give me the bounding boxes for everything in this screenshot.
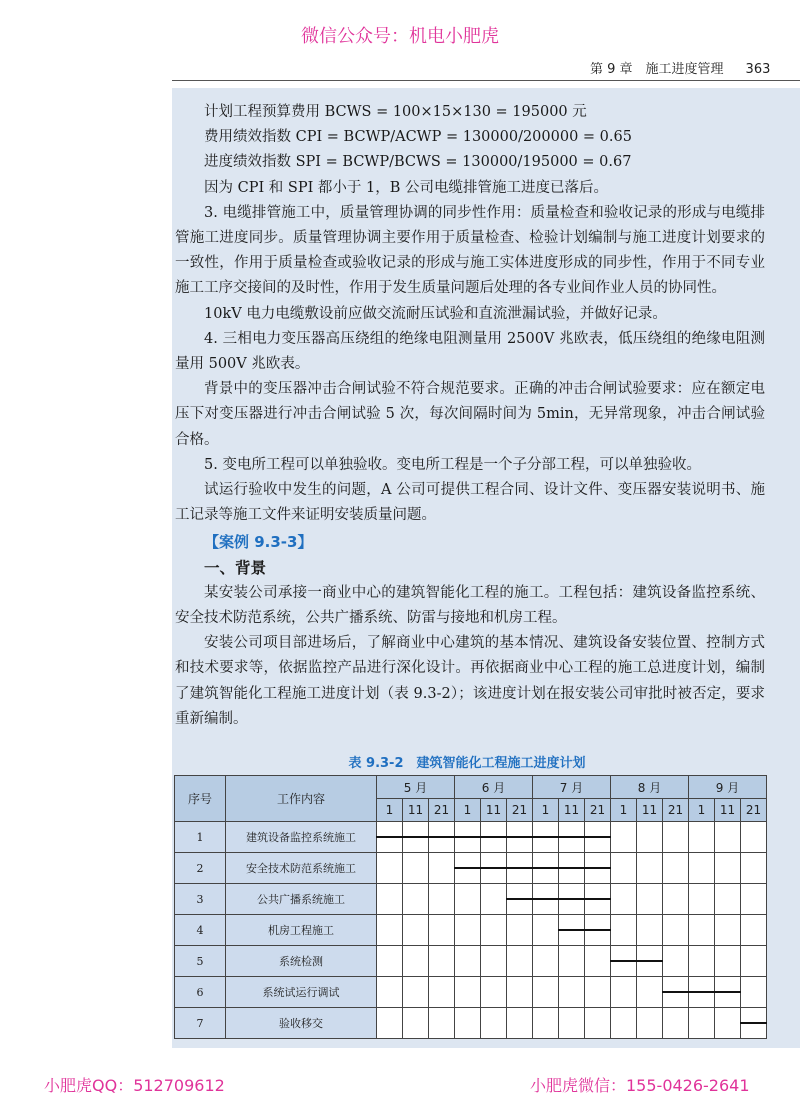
schedule-cell — [559, 1008, 585, 1039]
gantt-bar — [506, 898, 533, 900]
schedule-cell — [637, 822, 663, 853]
table-row — [175, 977, 767, 1008]
schedule-cell — [559, 853, 585, 884]
schedule-cell — [637, 946, 663, 977]
schedule-cell — [663, 853, 689, 884]
schedule-cell — [377, 1008, 403, 1039]
gantt-bar — [636, 960, 663, 962]
schedule-cell — [741, 915, 767, 946]
gantt-bar — [376, 836, 403, 838]
table-row — [175, 915, 767, 946]
schedule-cell — [533, 946, 559, 977]
schedule-cell — [429, 915, 455, 946]
watermark-bottom-left: 小肥虎QQ：512709612 — [44, 1076, 225, 1095]
schedule-cell — [585, 946, 611, 977]
month-header: 5 月 — [377, 776, 455, 799]
gantt-bar — [558, 867, 585, 869]
schedule-cell — [533, 977, 559, 1008]
schedule-cell — [429, 1008, 455, 1039]
schedule-cell — [741, 884, 767, 915]
schedule-cell — [507, 946, 533, 977]
schedule-cell — [533, 915, 559, 946]
gantt-bar — [662, 991, 689, 993]
gantt-bar — [506, 867, 533, 869]
schedule-cell — [611, 915, 637, 946]
schedule-cell — [455, 977, 481, 1008]
gantt-bar — [714, 991, 741, 993]
schedule-cell — [533, 1008, 559, 1039]
schedule-cell — [611, 822, 637, 853]
month-header: 7 月 — [533, 776, 611, 799]
schedule-cell — [637, 853, 663, 884]
gantt-bar — [506, 836, 533, 838]
schedule-cell — [611, 853, 637, 884]
schedule-cell — [481, 884, 507, 915]
schedule-cell — [715, 946, 741, 977]
schedule-cell — [481, 822, 507, 853]
day-header: 21 — [741, 799, 767, 822]
schedule-cell — [741, 1008, 767, 1039]
day-header: 11 — [637, 799, 663, 822]
schedule-cell — [377, 915, 403, 946]
task-name: 公共广播系统施工 — [226, 884, 377, 915]
gantt-bar — [584, 867, 611, 869]
watermark-bottom-right: 小肥虎微信：155-0426-2641 — [530, 1076, 750, 1095]
schedule-cell — [455, 884, 481, 915]
gantt-bar — [558, 898, 585, 900]
gantt-bar — [584, 898, 611, 900]
table-row — [175, 946, 767, 977]
schedule-cell — [403, 977, 429, 1008]
schedule-cell — [689, 853, 715, 884]
day-header: 1 — [533, 799, 559, 822]
gantt-bar — [454, 836, 481, 838]
day-header: 1 — [689, 799, 715, 822]
gantt-bar — [584, 836, 611, 838]
schedule-cell — [637, 1008, 663, 1039]
schedule-cell — [377, 977, 403, 1008]
schedule-cell — [559, 884, 585, 915]
schedule-cell — [585, 915, 611, 946]
day-header: 1 — [611, 799, 637, 822]
schedule-cell — [533, 884, 559, 915]
schedule-table — [174, 775, 767, 1039]
schedule-cell — [715, 822, 741, 853]
schedule-cell — [715, 1008, 741, 1039]
table-row — [175, 822, 767, 853]
schedule-cell — [377, 853, 403, 884]
paragraph: 因为 CPI 和 SPI 都小于 1，B 公司电缆排管施工进度已落后。 — [204, 179, 609, 196]
schedule-cell — [637, 977, 663, 1008]
schedule-cell — [715, 884, 741, 915]
schedule-cell — [585, 977, 611, 1008]
schedule-cell — [559, 915, 585, 946]
schedule-cell — [559, 977, 585, 1008]
schedule-cell — [559, 822, 585, 853]
case-title: 【案例 9.3-3】 — [204, 533, 313, 552]
gantt-bar — [402, 836, 429, 838]
schedule-cell — [377, 884, 403, 915]
schedule-cell — [455, 915, 481, 946]
day-header: 1 — [455, 799, 481, 822]
schedule-cell — [689, 822, 715, 853]
gantt-bar — [740, 1022, 767, 1024]
paragraph: 安装公司项目部进场后，了解商业中心建筑的基本情况、建筑设备安装位置、控制方式和技术要求等，依据监控产品进行深化设计。再依据商业中心工程的施工总进度计划，编制了建筑智能化工程施工进度计划（表 9.3-2）；该进度计划在报安装公司审批时被否定，要求重新编制。 — [175, 635, 765, 727]
schedule-cell — [507, 977, 533, 1008]
schedule-cell — [429, 853, 455, 884]
schedule-cell — [533, 822, 559, 853]
task-name: 安全技术防范系统施工 — [226, 853, 377, 884]
schedule-cell — [481, 915, 507, 946]
schedule-cell — [455, 822, 481, 853]
month-header: 8 月 — [611, 776, 689, 799]
schedule-cell — [507, 884, 533, 915]
schedule-cell — [689, 977, 715, 1008]
day-header: 11 — [481, 799, 507, 822]
gantt-bar — [558, 836, 585, 838]
schedule-cell — [507, 853, 533, 884]
schedule-cell — [429, 977, 455, 1008]
schedule-cell — [455, 946, 481, 977]
gantt-bar — [532, 898, 559, 900]
schedule-cell — [481, 977, 507, 1008]
schedule-cell — [689, 946, 715, 977]
schedule-cell — [663, 977, 689, 1008]
schedule-cell — [585, 853, 611, 884]
paragraph: 进度绩效指数 SPI = BCWP/BCWS = 130000/195000 = 0.67 — [204, 154, 632, 171]
day-header: 21 — [663, 799, 689, 822]
schedule-cell — [403, 1008, 429, 1039]
paragraph: 试运行验收中发生的问题，A 公司可提供工程合同、设计文件、变压器安装说明书、施工记录等施工文件来证明安装质量问题。 — [175, 482, 765, 524]
schedule-cell — [689, 1008, 715, 1039]
gantt-bar — [558, 929, 585, 931]
schedule-cell — [611, 977, 637, 1008]
schedule-cell — [481, 1008, 507, 1039]
gantt-bar — [480, 867, 507, 869]
schedule-cell — [585, 1008, 611, 1039]
schedule-cell — [663, 884, 689, 915]
schedule-cell — [585, 822, 611, 853]
page-header — [590, 58, 770, 77]
schedule-cell — [637, 915, 663, 946]
schedule-cell — [741, 822, 767, 853]
gantt-bar — [532, 836, 559, 838]
paragraph: 5. 变电所工程可以单独验收。变电所工程是一个子分部工程，可以单独验收。 — [204, 456, 701, 473]
task-name: 机房工程施工 — [226, 915, 377, 946]
day-header: 1 — [377, 799, 403, 822]
gantt-bar — [428, 836, 455, 838]
task-name: 系统检测 — [226, 946, 377, 977]
schedule-cell — [611, 1008, 637, 1039]
paragraph: 计划工程预算费用 BCWS = 100×15×130 = 195000 元 — [204, 104, 587, 120]
paragraph: 某安装公司承接一商业中心的建筑智能化工程的施工。工程包括：建筑设备监控系统、安全技术防范系统，公共广播系统、防雷与接地和机房工程。 — [175, 584, 765, 627]
schedule-cell — [403, 915, 429, 946]
body-text — [175, 100, 765, 732]
schedule-cell — [507, 822, 533, 853]
schedule-cell — [403, 822, 429, 853]
left-margin — [0, 0, 62, 1117]
schedule-cell — [429, 822, 455, 853]
schedule-cell — [585, 884, 611, 915]
gantt-bar — [532, 867, 559, 869]
chapter-title: 第 9 章 施工进度管理 — [590, 62, 724, 77]
day-header: 21 — [507, 799, 533, 822]
schedule-cell — [481, 853, 507, 884]
schedule-cell — [377, 946, 403, 977]
schedule-cell — [377, 822, 403, 853]
row-number: 7 — [175, 1008, 226, 1039]
schedule-cell — [533, 853, 559, 884]
day-header: 11 — [559, 799, 585, 822]
schedule-cell — [559, 946, 585, 977]
day-header: 21 — [429, 799, 455, 822]
task-name: 验收移交 — [226, 1008, 377, 1039]
gantt-bar — [610, 960, 637, 962]
month-header: 9 月 — [689, 776, 767, 799]
task-name: 建筑设备监控系统施工 — [226, 822, 377, 853]
schedule-cell — [741, 977, 767, 1008]
row-number: 3 — [175, 884, 226, 915]
schedule-cell — [689, 884, 715, 915]
table-caption: 表 9.3-2 建筑智能化工程施工进度计划 — [348, 756, 586, 771]
header-task: 工作内容 — [226, 776, 377, 822]
schedule-cell — [689, 915, 715, 946]
day-header: 11 — [403, 799, 429, 822]
paragraph: 背景中的变压器冲击合闸试验不符合规范要求。正确的冲击合闸试验要求：应在额定电压下对变压器进行冲击合闸试验 5 次，每次间隔时间为 5min，无异常现象，冲击合闸试验合格。 — [175, 381, 765, 448]
schedule-cell — [507, 915, 533, 946]
schedule-cell — [715, 853, 741, 884]
table-row — [175, 853, 767, 884]
schedule-cell — [663, 946, 689, 977]
gantt-bar — [454, 867, 481, 869]
schedule-cell — [663, 915, 689, 946]
schedule-cell — [741, 853, 767, 884]
paragraph: 4. 三相电力变压器高压绕组的绝缘电阻测量用 2500V 兆欧表，低压绕组的绝缘电阻测量用 500V 兆欧表。 — [175, 330, 765, 373]
schedule-cell — [741, 946, 767, 977]
task-name: 系统试运行调试 — [226, 977, 377, 1008]
paragraph: 10kV 电力电缆敷设前应做交流耐压试验和直流泄漏试验，并做好记录。 — [204, 305, 667, 322]
table-row — [175, 884, 767, 915]
schedule-cell — [455, 853, 481, 884]
header-rule — [172, 80, 800, 81]
schedule-cell — [611, 884, 637, 915]
schedule-cell — [715, 977, 741, 1008]
day-header: 11 — [715, 799, 741, 822]
schedule-cell — [455, 1008, 481, 1039]
gantt-bar — [688, 991, 715, 993]
paragraph: 3. 电缆排管施工中，质量管理协调的同步性作用：质量检查和验收记录的形成与电缆排管施工进度同步。质量管理协调主要作用于质量检查、检验计划编制与施工进度计划要求的一致性，作用于质量检查或验收记录的形成与施工实体进度形成的同步性，作用于不同专业施工工序交接间的及时性，作用于发生质量问题后处理的各专业间作业人员的协同性。 — [175, 204, 765, 297]
row-number: 1 — [175, 822, 226, 853]
row-number: 6 — [175, 977, 226, 1008]
schedule-cell — [507, 1008, 533, 1039]
paragraph: 费用绩效指数 CPI = BCWP/ACWP = 130000/200000 = 0.65 — [204, 129, 632, 146]
schedule-cell — [429, 946, 455, 977]
schedule-cell — [611, 946, 637, 977]
day-header: 21 — [585, 799, 611, 822]
table-row — [175, 1008, 767, 1039]
month-header: 6 月 — [455, 776, 533, 799]
schedule-cell — [403, 853, 429, 884]
schedule-cell — [715, 915, 741, 946]
schedule-cell — [403, 884, 429, 915]
gantt-bar — [480, 836, 507, 838]
header-no: 序号 — [175, 776, 226, 822]
page-number: 363 — [745, 62, 771, 77]
schedule-cell — [637, 884, 663, 915]
schedule-cell — [429, 884, 455, 915]
watermark-top: 微信公众号：机电小肥虎 — [301, 26, 499, 47]
gantt-bar — [584, 929, 611, 931]
row-number: 4 — [175, 915, 226, 946]
row-number: 5 — [175, 946, 226, 977]
schedule-cell — [663, 1008, 689, 1039]
schedule-cell — [663, 822, 689, 853]
row-number: 2 — [175, 853, 226, 884]
section-title: 一、背景 — [204, 558, 267, 577]
schedule-cell — [481, 946, 507, 977]
schedule-cell — [403, 946, 429, 977]
